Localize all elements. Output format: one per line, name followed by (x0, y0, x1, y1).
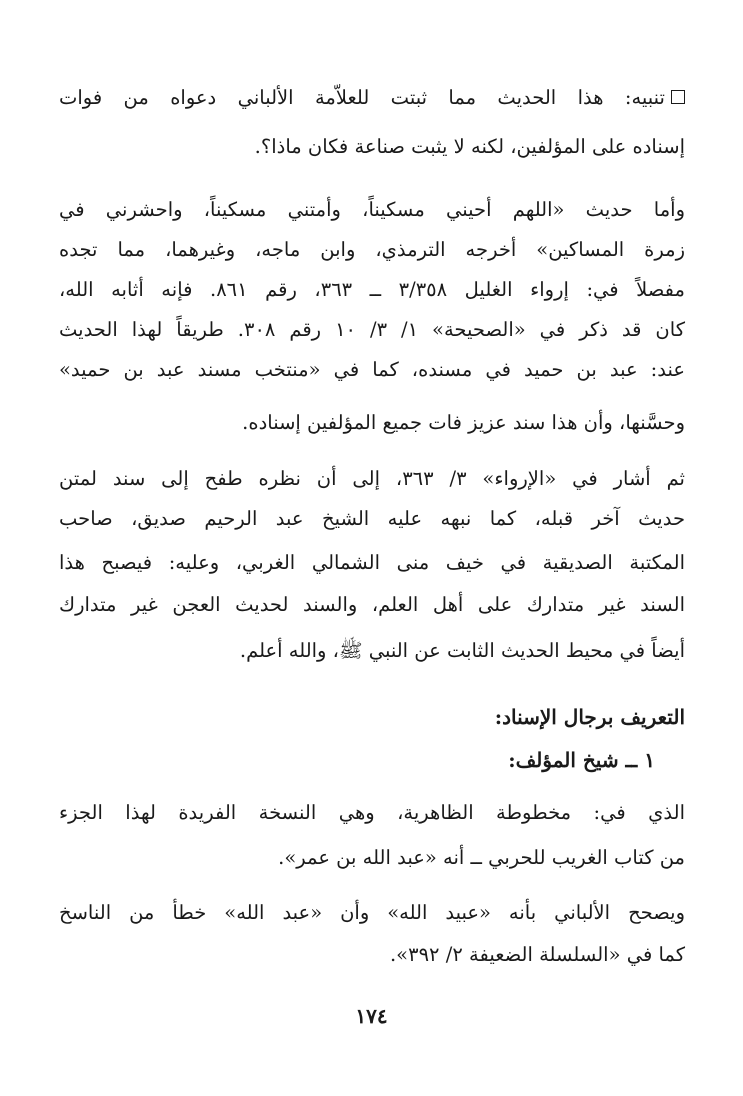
text-line: الذي في: مخطوطة الظاهرية، وهي النسخة الفريدة لهذا الجزء (59, 801, 685, 824)
text-line: كما في «السلسلة الضعيفة ٢/ ٣٩٢». (389, 943, 685, 966)
text-line: كان قد ذكر في «الصحيحة» ١/ ٣/ ١٠ رقم ٣٠٨. طريقاً لهذا الحديث (59, 318, 685, 341)
text-line: ثم أشار في «الإرواء» ٣/ ٣٦٣، إلى أن نظره طفح إلى سند لمتن (59, 467, 685, 490)
text-line: زمرة المساكين» أخرجه الترمذي، وابن ماجه، وغيرهما، مما تجده (59, 238, 685, 261)
text-line: المكتبة الصديقية في خيف منى الشمالي الغربي، وعليه: فيصبح هذا (59, 551, 685, 574)
page-number: ١٧٤ (355, 1004, 388, 1028)
section-heading: التعريف برجال الإسناد: (494, 705, 685, 729)
text-line: إسناده على المؤلفين، لكنه لا يثبت صناعة فكان ماذا؟. (254, 135, 685, 158)
text-line: وحسَّنها، وأن هذا سند عزيز فات جميع المؤلفين إسناده. (242, 411, 685, 434)
text-line: عند: عبد بن حميد في مسنده، كما في «منتخب مسند عبد بن حميد» (59, 358, 685, 381)
text-line: ويصحح الألباني بأنه «عبيد الله» وأن «عبد الله» خطأ من الناسخ (59, 901, 685, 924)
text-line: من كتاب الغريب للحربي ــ أنه «عبد الله بن عمر». (278, 846, 685, 869)
text-line: حديث آخر قبله، كما نبهه عليه الشيخ عبد الرحيم صديق، صاحب (59, 507, 685, 530)
text-line: مفصلاً في: إرواء الغليل ٣/٣٥٨ ــ ٣٦٣، رقم ٨٦١. فإنه أثابه الله، (59, 278, 685, 301)
text-line: السند غير متدارك على أهل العلم، والسند لحديث العجن غير متدارك (59, 593, 685, 616)
text-line: تنبيه: هذا الحديث مما ثبتت للعلاّمة الألباني دعواه من فوات (59, 78, 685, 118)
subsection-heading: ١ ــ شيخ المؤلف: (508, 748, 655, 772)
text-line: وأما حديث «اللهم أحيني مسكيناً، وأمتني مسكيناً، واحشرني في (59, 198, 685, 221)
checkbox-square-icon (671, 90, 685, 104)
text-line: أيضاً في محيط الحديث الثابت عن النبي ﷺ، والله أعلم. (239, 639, 685, 662)
notice-prefix: تنبيه: (624, 86, 665, 109)
